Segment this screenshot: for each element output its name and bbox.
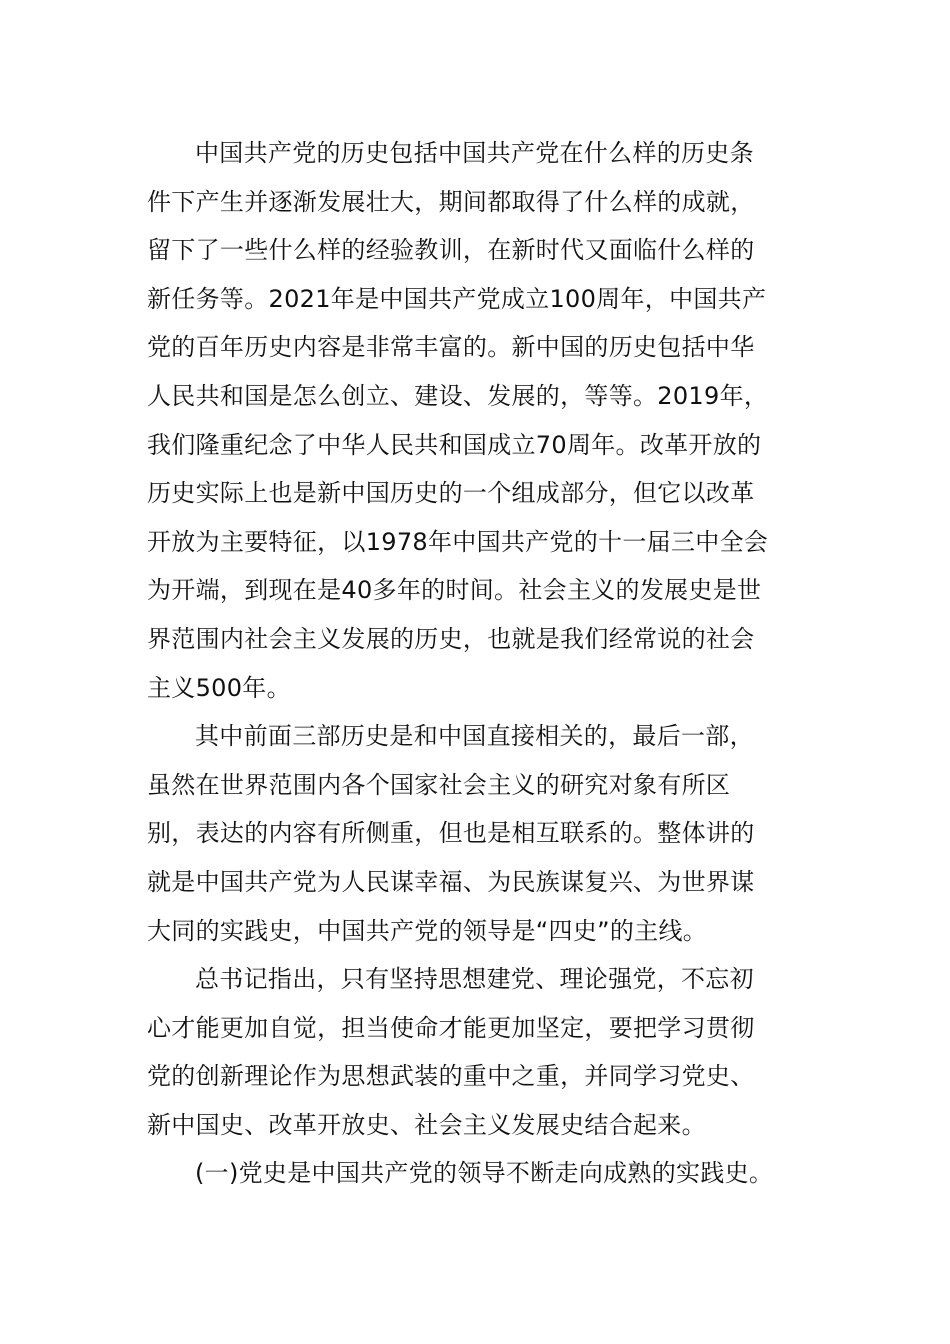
text-line: 界范围内社会主义发展的历史，也就是我们经常说的社会 <box>147 624 755 653</box>
text-line: 开放为主要特征，以1978年中国共产党的十一届三中全会 <box>147 527 769 556</box>
text-line: 心才能更加自觉，担当使命才能更加坚定，要把学习贯彻 <box>147 1013 755 1042</box>
text-line: 为开端，到现在是40多年的时间。社会主义的发展史是世 <box>147 576 762 605</box>
text-line: 历史实际上也是新中国历史的一个组成部分，但它以改革 <box>147 479 755 508</box>
text-line: 党的百年历史内容是非常丰富的。新中国的历史包括中华 <box>147 333 755 362</box>
heading-line: (一)党史是中国共产党的领导不断走向成熟的实践史。 <box>195 1159 774 1188</box>
text-line: 就是中国共产党为人民谋幸福、为民族谋复兴、为世界谋 <box>147 867 755 896</box>
text-line: 总书记指出，只有坚持思想建党、理论强党，不忘初 <box>195 965 754 994</box>
text-line: 新任务等。2021年是中国共产党成立100周年，中国共产 <box>147 284 767 313</box>
text-line: 别，表达的内容有所侧重，但也是相互联系的。整体讲的 <box>147 819 755 848</box>
document-body <box>147 129 807 1198</box>
text-line: 党的创新理论作为思想武装的重中之重，并同学习党史、 <box>147 1062 755 1091</box>
text-line: 大同的实践史，中国共产党的领导是“四史”的主线。 <box>147 916 708 945</box>
text-line: 其中前面三部历史是和中国直接相关的，最后一部， <box>195 722 754 751</box>
paragraph-3 <box>147 955 807 1149</box>
text-line: 主义500年。 <box>147 673 291 702</box>
text-line: 虽然在世界范围内各个国家社会主义的研究对象有所区 <box>147 770 731 799</box>
text-line: 新中国史、改革开放史、社会主义发展史结合起来。 <box>147 1110 706 1139</box>
text-line: 留下了一些什么样的经验教训，在新时代又面临什么样的 <box>147 236 755 265</box>
text-line: 人民共和国是怎么创立、建设、发展的，等等。2019年， <box>147 381 769 410</box>
paragraph-1 <box>147 129 807 712</box>
section-heading-1 <box>147 1149 807 1198</box>
text-line: 中国共产党的历史包括中国共产党在什么样的历史条 <box>195 139 754 167</box>
text-line: 件下产生并逐渐发展壮大，期间都取得了什么样的成就， <box>147 187 755 216</box>
text-line: 我们隆重纪念了中华人民共和国成立70周年。改革开放的 <box>147 430 762 459</box>
paragraph-2 <box>147 712 807 955</box>
